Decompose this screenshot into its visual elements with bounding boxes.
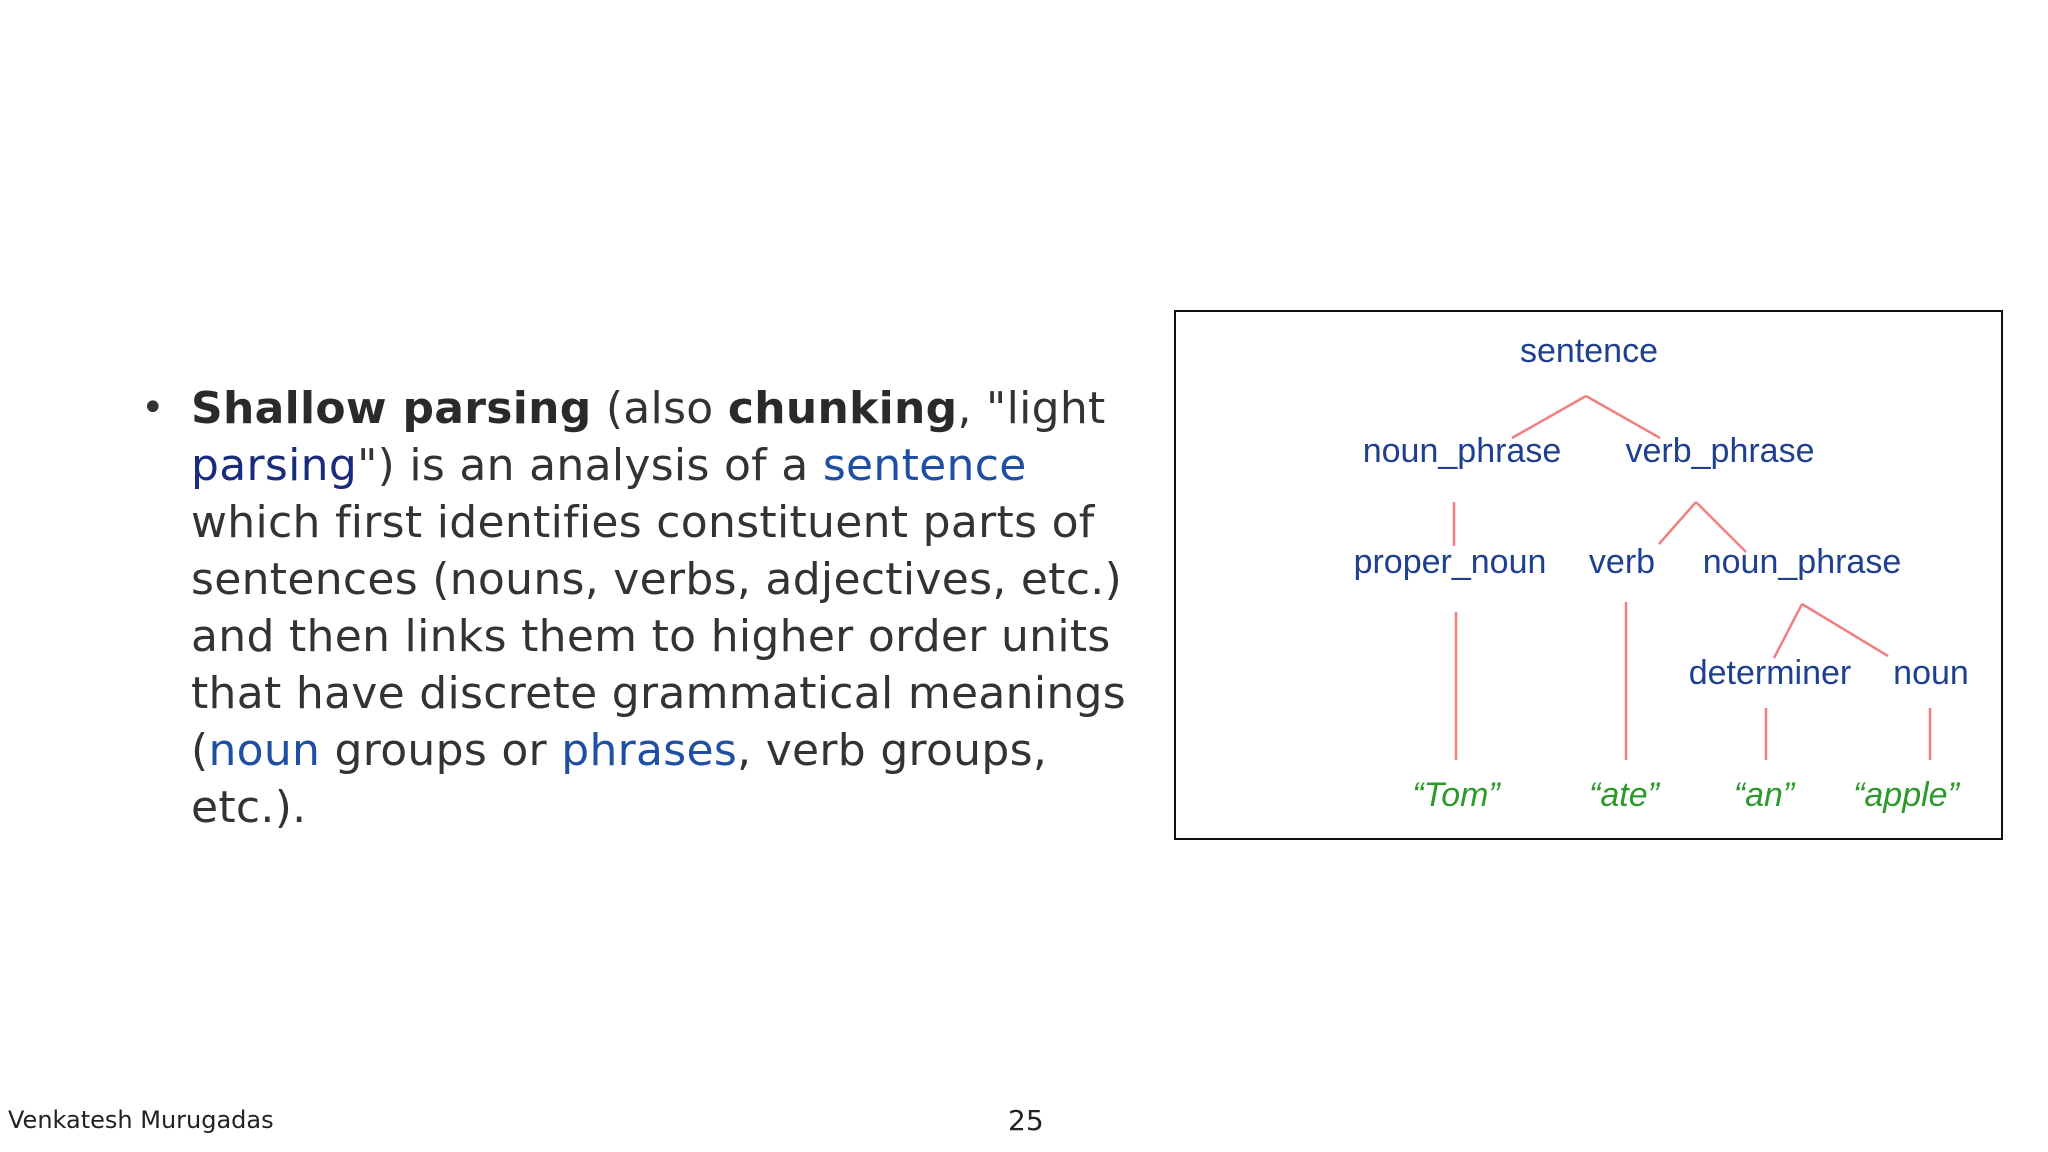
- node-noun: noun: [1893, 654, 1969, 692]
- leaf-tom: “Tom”: [1412, 776, 1500, 814]
- text-segment: (also: [591, 383, 728, 434]
- text-segment: ") is an analysis of a: [357, 440, 823, 491]
- footer-author: Venkatesh Murugadas: [8, 1106, 274, 1134]
- parse-tree-figure: [1174, 310, 2003, 840]
- edge-vp-verb: [1659, 502, 1696, 544]
- link-noun[interactable]: noun: [208, 725, 321, 776]
- tree-nodes: [1354, 332, 1969, 692]
- link-sentence[interactable]: sentence: [822, 440, 1027, 491]
- edge-np2-determiner: [1774, 604, 1802, 658]
- leaf-an: “an”: [1733, 776, 1795, 814]
- node-verb-phrase: verb_phrase: [1625, 432, 1815, 470]
- tree-leaves: [1412, 776, 1960, 814]
- node-verb: verb: [1588, 543, 1656, 581]
- parse-tree-diagram: [1176, 312, 2001, 838]
- node-noun-phrase: noun_phrase: [1362, 432, 1562, 470]
- bullet-list: [141, 380, 1165, 836]
- bullet-marker: •: [141, 385, 165, 431]
- text-segment: which first identifies constituent parts of sentences (nouns, verbs, adjectives, etc.) and then links them to higher order units that have discrete grammatical meanings (: [191, 497, 1127, 776]
- link-parsing[interactable]: parsing: [191, 440, 358, 491]
- leaf-ate: “ate”: [1589, 776, 1659, 814]
- link-phrases[interactable]: phrases: [561, 725, 738, 776]
- text-segment: groups or: [320, 725, 562, 776]
- page-number: 25: [1008, 1104, 1044, 1137]
- node-determiner: determiner: [1688, 654, 1852, 692]
- node-proper-noun: proper_noun: [1353, 543, 1547, 581]
- text-segment: , verb groups, etc.).: [191, 725, 1048, 833]
- term-chunking: chunking: [727, 383, 958, 434]
- node-noun-phrase-2: noun_phrase: [1702, 543, 1902, 581]
- term-shallow-parsing: Shallow parsing: [191, 383, 592, 434]
- text-segment: , "light: [957, 383, 1106, 434]
- edge-np2-noun: [1802, 604, 1888, 656]
- bullet-paragraph: [191, 380, 1165, 836]
- leaf-apple: “apple”: [1853, 776, 1959, 814]
- node-sentence: sentence: [1520, 332, 1658, 370]
